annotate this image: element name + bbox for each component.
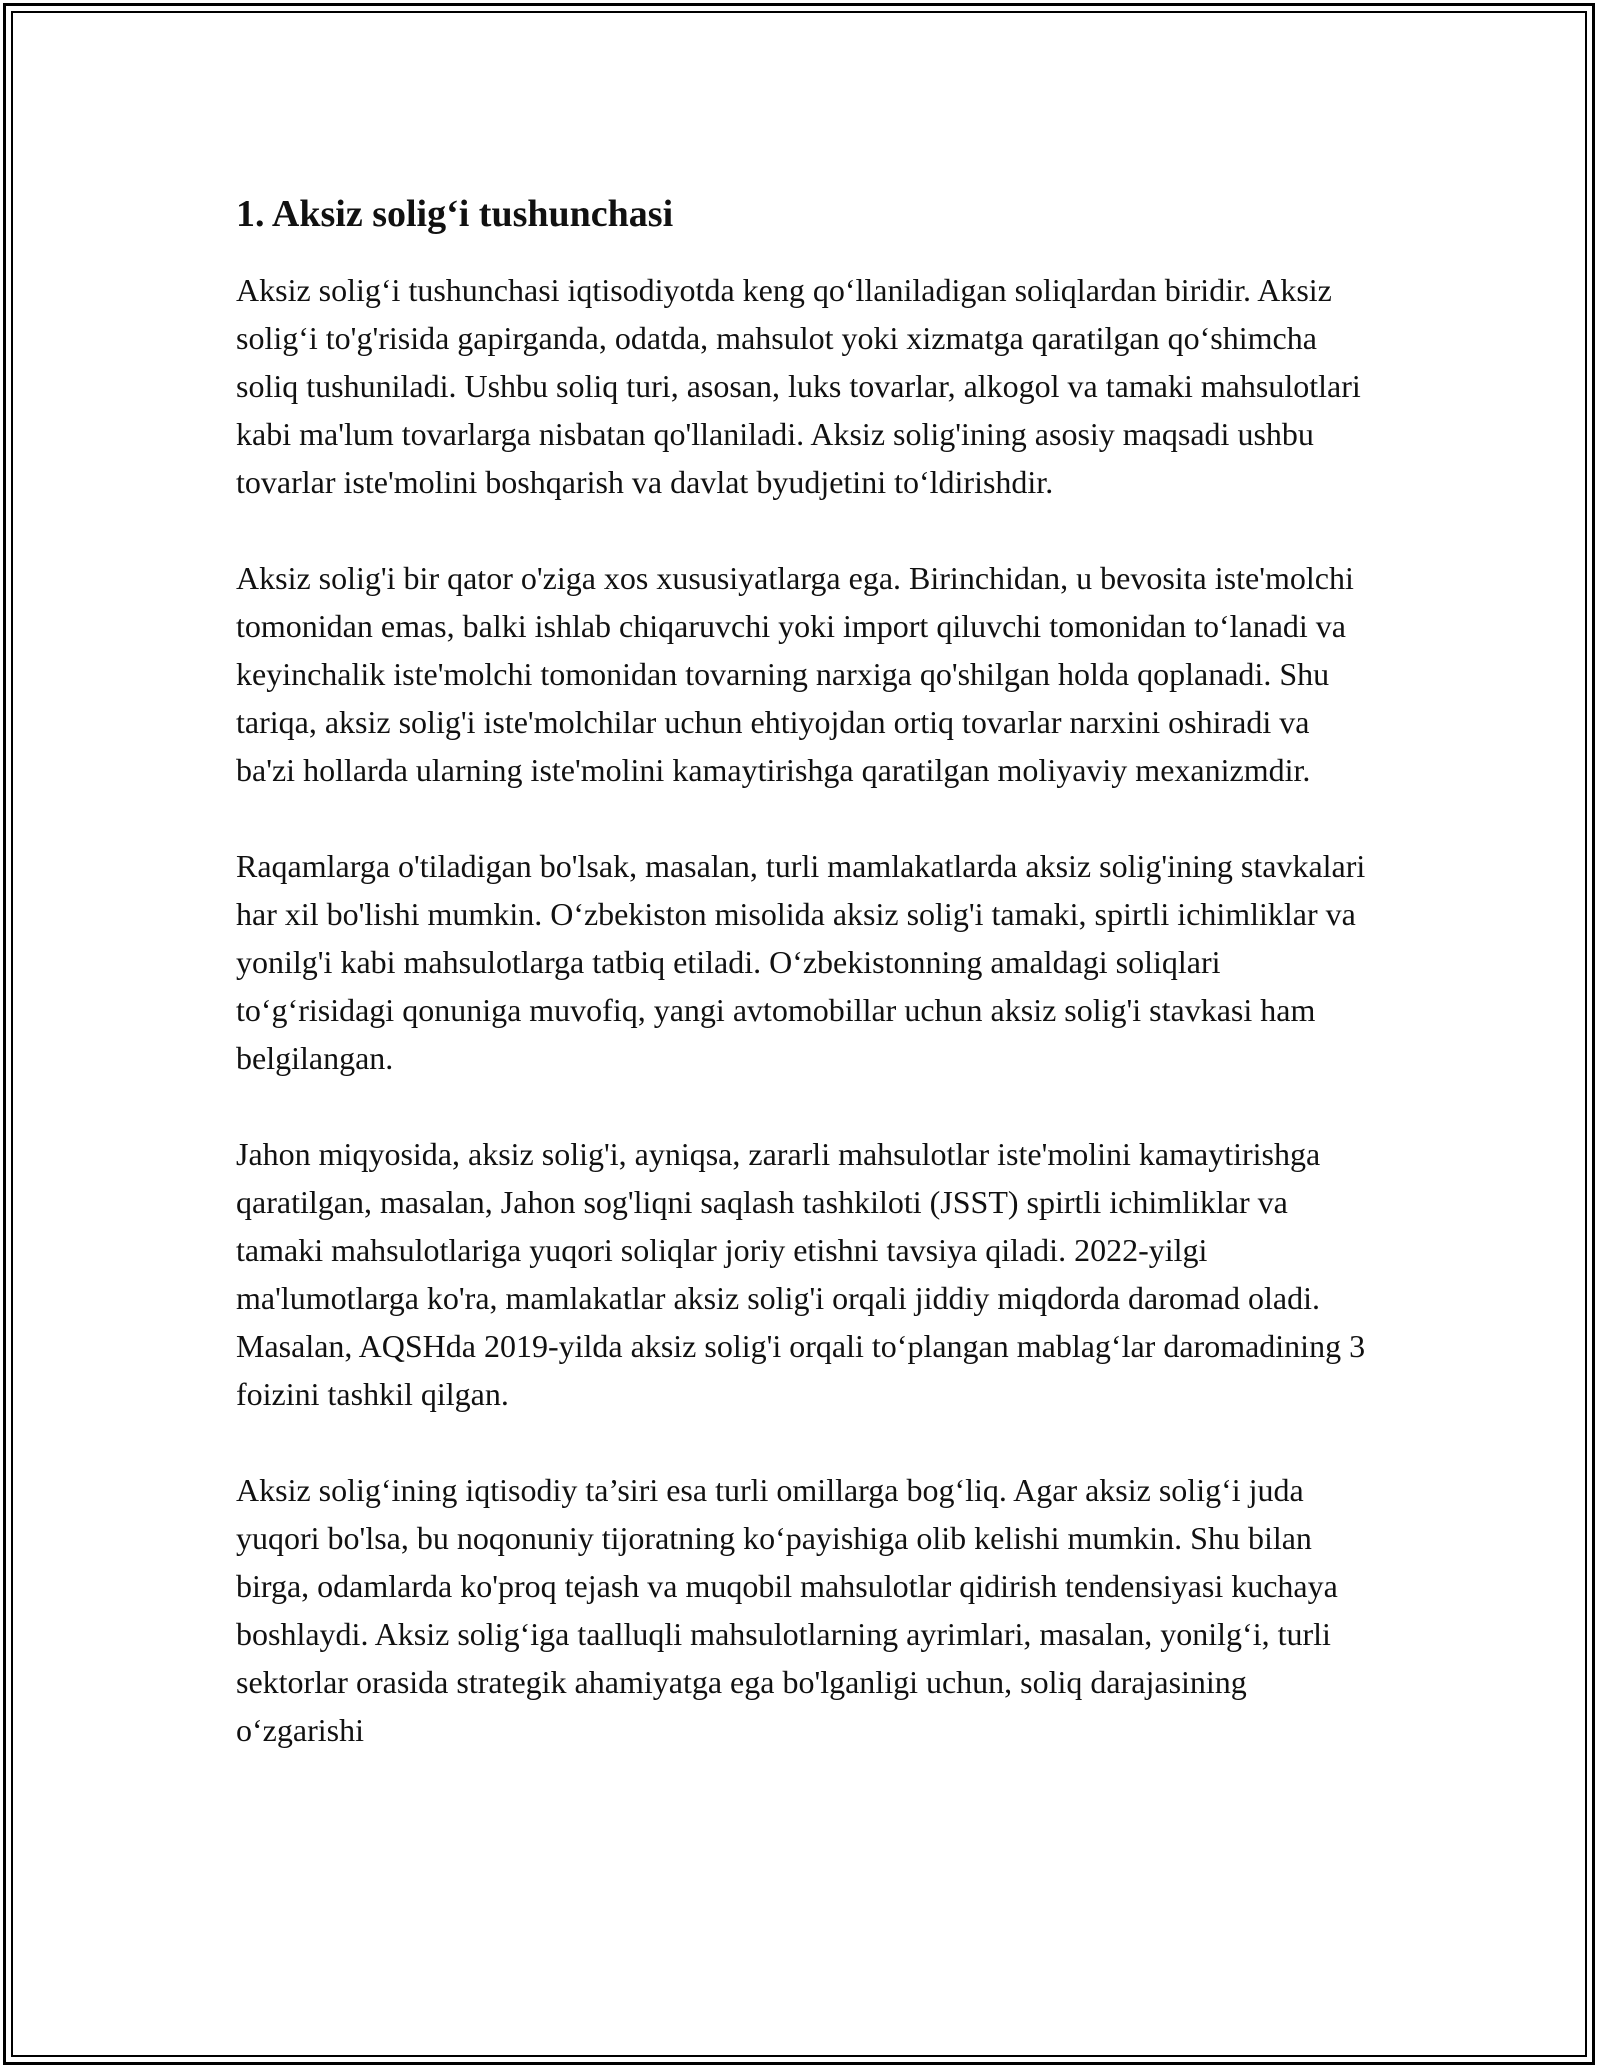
paragraph-2: Aksiz solig'i bir qator o'ziga xos xususiyatlarga ega. Birinchidan, u bevosita iste'molchi tomonidan emas, balki ishlab chiqaruvchi yoki import qiluvchi tomonidan to‘lanadi va keyinchalik iste'molchi tomonidan tovarning narxiga qo'shilgan holda qoplanadi. Shu tariqa, aksiz solig'i iste'molchilar uchun ehtiyojdan ortiq tovarlar narxini oshiradi va ba'zi hollarda ularning iste'molini kamaytirishga qaratilgan moliyaviy mexanizmdir. [236,560,1354,788]
section-heading: 1. Aksiz solig‘i tushunchasi [236,193,674,235]
paragraph-4: Jahon miqyosida, aksiz solig'i, ayniqsa, zararli mahsulotlar iste'molini kamaytirishga qaratilgan, masalan, Jahon sog'liqni saqlash tashkiloti (JSST) spirtli ichimliklar va tamaki mahsulotlariga yuqori soliqlar joriy etishni tavsiya qiladi. 2022-yilgi ma'lumotlarga ko'ra, mamlakatlar aksiz solig'i orqali jiddiy miqdorda daromad oladi. Masalan, AQSHda 2019-yilda aksiz solig'i orqali to‘plangan mablag‘lar daromadining 3 foizini tashkil qilgan. [236,1136,1366,1412]
paragraph-3: Raqamlarga o'tiladigan bo'lsak, masalan, turli mamlakatlarda aksiz solig'ining stavkalari har xil bo'lishi mumkin. O‘zbekiston misolida aksiz solig'i tamaki, spirtli ichimliklar va yonilg'i kabi mahsulotlarga tatbiq etiladi. O‘zbekistonning amaldagi soliqlari to‘g‘risidagi qonuniga muvofiq, yangi avtomobillar uchun aksiz solig'i stavkasi ham belgilangan. [236,848,1366,1076]
paragraph-1: Aksiz solig‘i tushunchasi iqtisodiyotda keng qo‘llaniladigan soliqlardan biridir. Aksiz solig‘i to'g'risida gapirganda, odatda, mahsulot yoki xizmatga qaratilgan qo‘shimcha soliq tushuniladi. Ushbu soliq turi, asosan, luks tovarlar, alkogol va tamaki mahsulotlari kabi ma'lum tovarlarga nisbatan qo'llaniladi. Aksiz solig'ining asosiy maqsadi ushbu tovarlar iste'molini boshqarish va davlat byudjetini to‘ldirishdir. [236,272,1361,500]
document-body [236,186,1376,1802]
paragraph-5: Aksiz solig‘ining iqtisodiy ta’siri esa turli omillarga bog‘liq. Agar aksiz solig‘i juda yuqori bo'lsa, bu noqonuniy tijoratning ko‘payishiga olib kelishi mumkin. Shu bilan birga, odamlarda ko'proq tejash va muqobil mahsulotlar qidirish tendensiyasi kuchaya boshlaydi. Aksiz solig‘iga taalluqli mahsulotlarning ayrimlari, masalan, yonilg‘i, turli sektorlar orasida strategik ahamiyatga ega bo'lganligi uchun, soliq darajasining o‘zgarishi [236,1472,1338,1748]
